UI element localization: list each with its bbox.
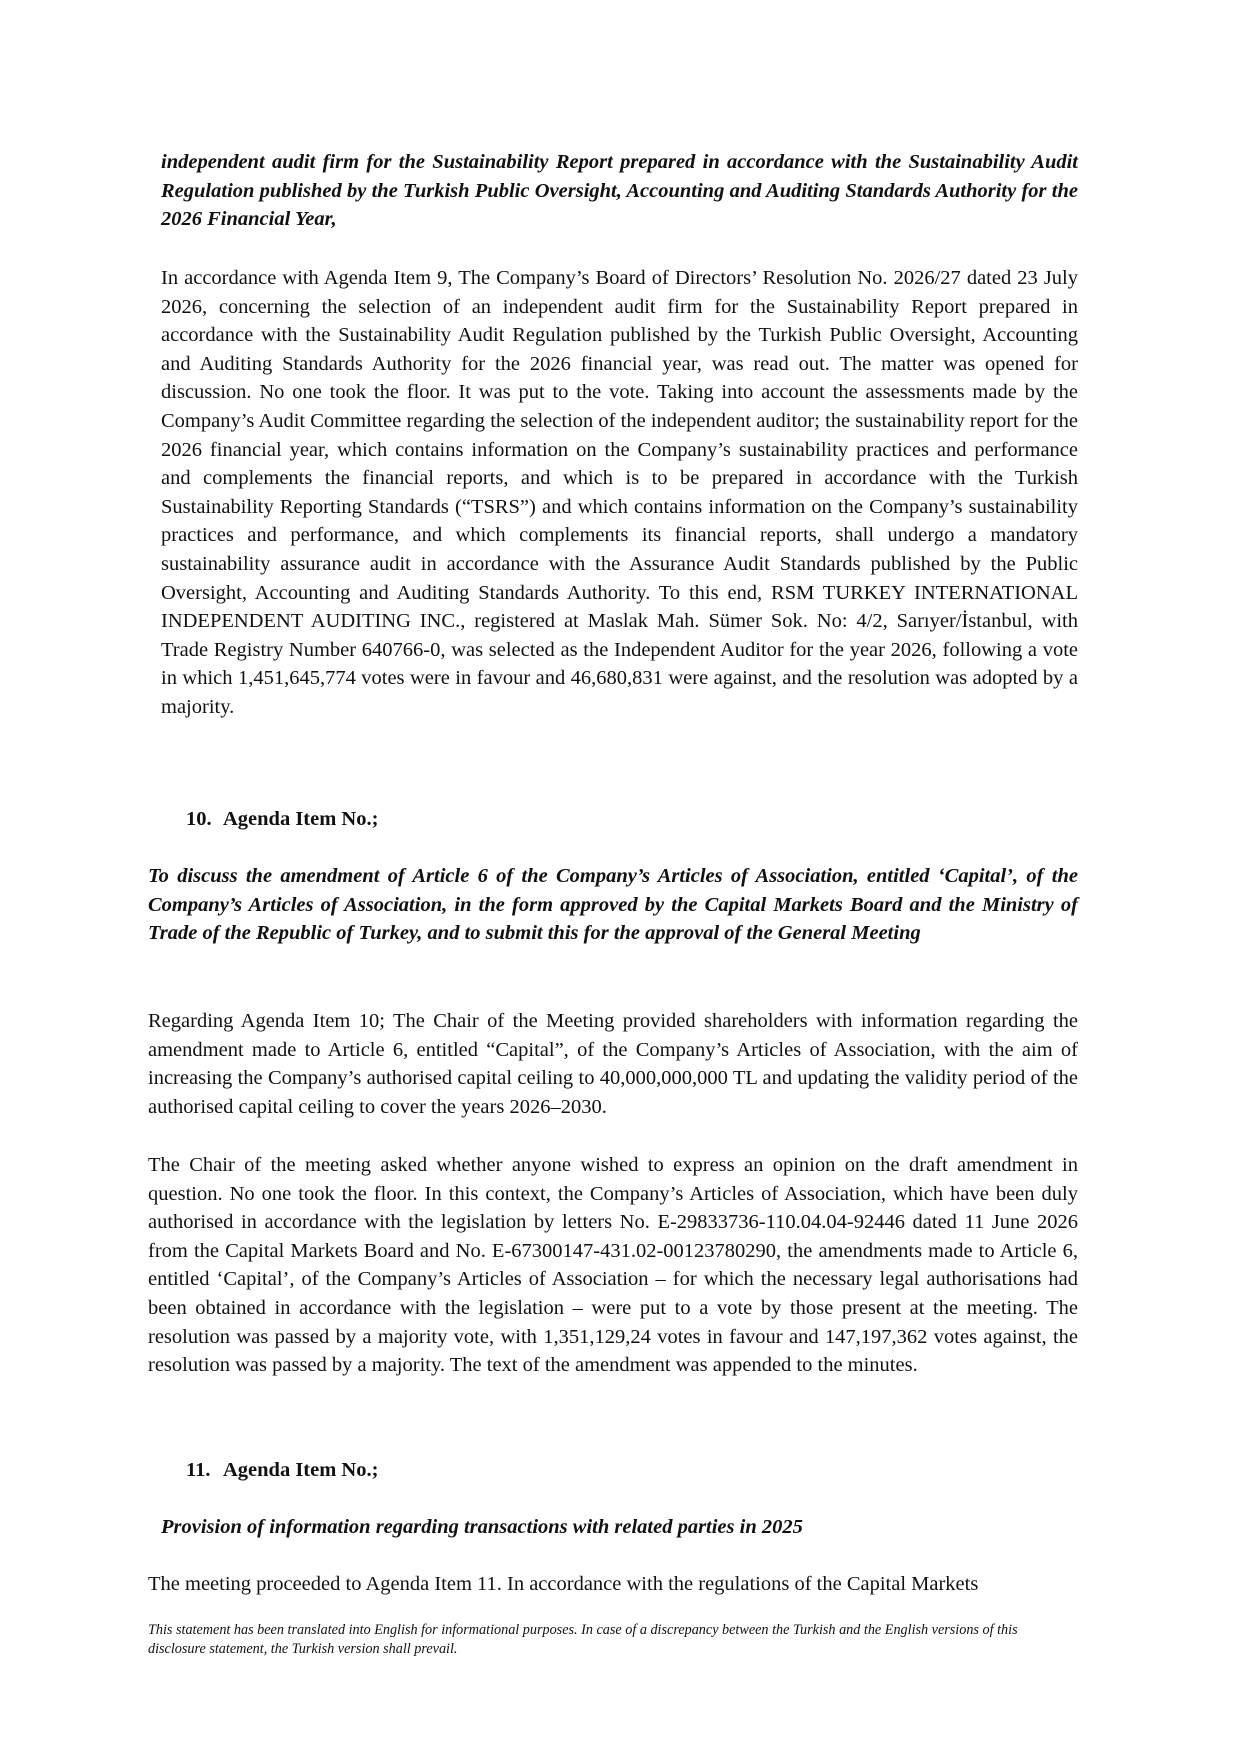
item10-body-paragraph-1: Regarding Agenda Item 10; The Chair of the Meeting provided shareholders with information regarding the amendment made to Article 6, entitled “Capital”, of the Company’s Articles of Association, with the aim of increasing the Company’s authorised capital ceiling to 40,000,000,000 TL and updating the validity period of the authorised capital ceiling to cover the years 2026–2030. [148,1010,1078,1118]
item11-heading [186,1456,378,1484]
item10-title: To discuss the amendment of Article 6 of the Company’s Articles of Association, entitled ‘Capital’, of the Company’s Articles of Association, in the form approved by the Capital Markets Board and the Ministry of Trade of the Republic of Turkey, and to submit this for the approval of the General Meeting [148,865,1078,945]
item11-title: Provision of information regarding transactions with related parties in 2025 [161,1516,803,1538]
item10-body-paragraph-2: The Chair of the meeting asked whether anyone wished to express an opinion on the draft amendment in question. No one took the floor. In this context, the Company’s Articles of Association, which have been duly authorised in accordance with the legislation by letters No. E-29833736-110.04.04-92446 dated 11 June 2026 from the Capital Markets Board and No. E-67300147-431.02-00123780290, the amendments made to Article 6, entitled ‘Capital’, of the Company’s Articles of Association – for which the necessary legal authorisations had been obtained in accordance with the legislation – were put to a vote by those present at the meeting. The resolution was passed by a majority vote, with 1,351,129,24 votes in favour and 147,197,362 votes against, the resolution was passed by a majority. The text of the amendment was appended to the minutes. [148,1154,1078,1377]
item10-number: 10. [186,808,212,830]
item11-heading-text: Agenda Item No.; [223,1459,379,1481]
item11-number: 11. [186,1459,211,1481]
item9-title: independent audit firm for the Sustainability Report prepared in accordance with the Sustainability Audit Regulation published by the Turkish Public Oversight, Accounting and Auditing Standards Authority for the 2026 Financial Year, [161,151,1078,231]
item11-body: The meeting proceeded to Agenda Item 11. In accordance with the regulations of the Capital Markets [148,1573,979,1595]
translation-disclaimer-footer: This statement has been translated into English for informational purposes. In case of a discrepancy between the Turkish and the English versions of this disclosure statement, the Turkish version shall prevail. [148,1622,1018,1657]
item9-body: In accordance with Agenda Item 9, The Company’s Board of Directors’ Resolution No. 2026/27 dated 23 July 2026, concerning the selection of an independent audit firm for the Sustainability Report prepared in accordance with the Sustainability Audit Regulation published by the Turkish Public Oversight, Accounting and Auditing Standards Authority for the 2026 financial year, was read out. The matter was opened for discussion. No one took the floor. It was put to the vote. Taking into account the assessments made by the Company’s Audit Committee regarding the selection of the independent auditor; the sustainability report for the 2026 financial year, which contains information on the Company’s sustainability practices and performance and complements the financial reports, and which is to be prepared in accordance with the Turkish Sustainability Reporting Standards (“TSRS”) and which contains information on the Company’s sustainability practices and performance, and which complements its financial reports, shall undergo a mandatory sustainability assurance audit in accordance with the Assurance Audit Standards published by the Public Oversight, Accounting and Auditing Standards Authority. To this end, RSM TURKEY INTERNATIONAL INDEPENDENT AUDITING INC., registered at Maslak Mah. Sümer Sok. No: 4/2, Sarıyer/İstanbul, with Trade Registry Number 640766-0, was selected as the Independent Auditor for the year 2026, following a vote in which 1,451,645,774 votes were in favour and 46,680,831 were against, and the resolution was adopted by a majority. [161,267,1078,718]
item10-heading [186,805,378,833]
item10-heading-text: Agenda Item No.; [223,808,379,830]
